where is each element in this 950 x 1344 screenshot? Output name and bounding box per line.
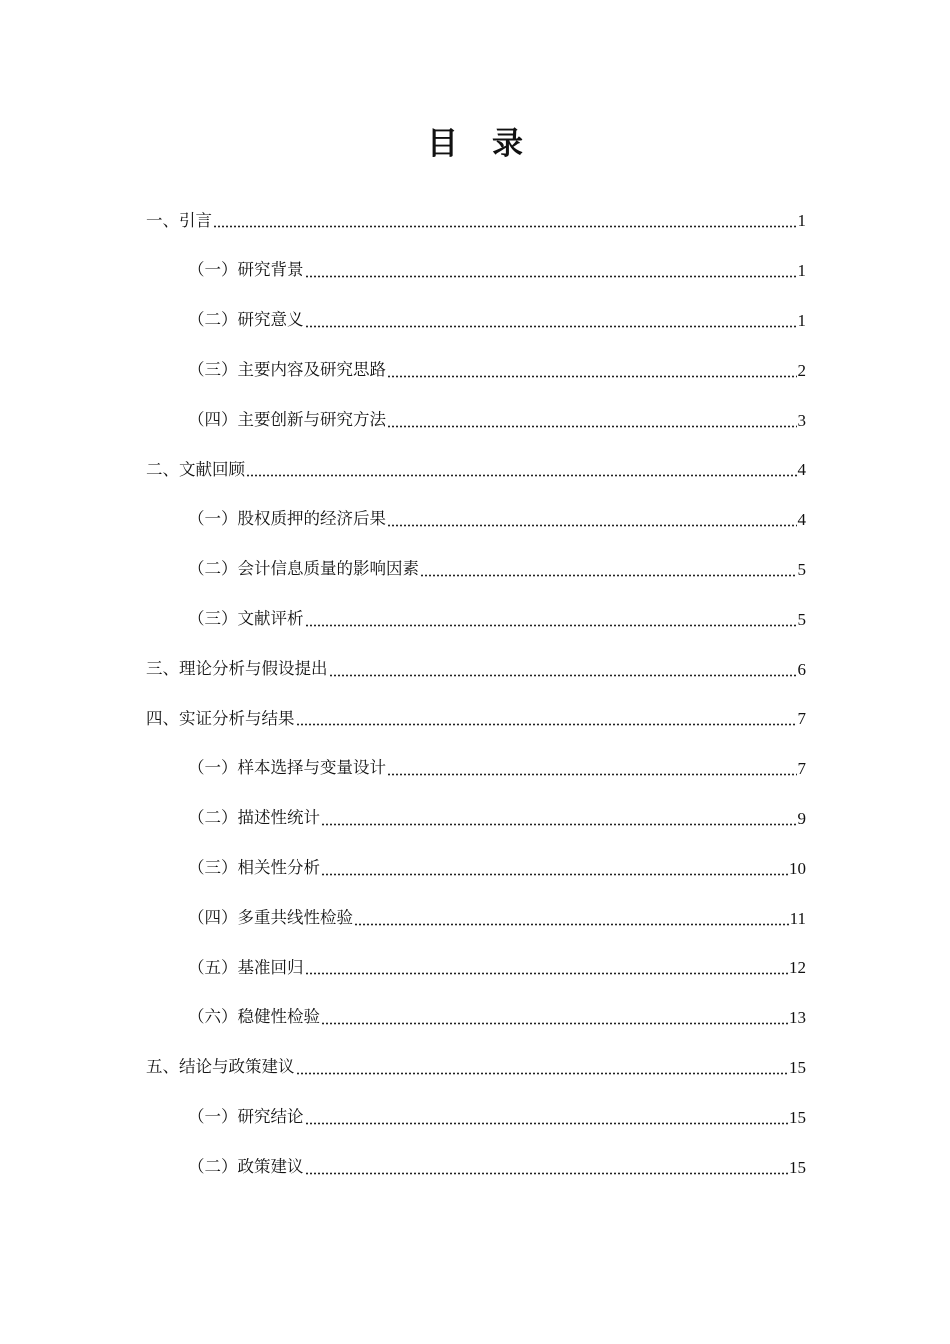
toc-entry-section[interactable]: [146, 1092, 806, 1142]
toc-entry-label: 一、引言: [146, 210, 212, 230]
toc-dot-leader: [213, 213, 797, 230]
toc-entry-page-number: 3: [797, 410, 806, 430]
toc-entry-section[interactable]: [146, 594, 806, 644]
toc-entry-label: 二、文献回顾: [146, 459, 245, 479]
toc-dot-leader: [305, 1109, 789, 1126]
toc-entry-section[interactable]: [146, 345, 806, 395]
toc-entry-label: （五）基准回归: [188, 957, 304, 977]
toc-entry-page-number: 5: [797, 559, 806, 579]
toc-entry-section[interactable]: [146, 495, 806, 545]
toc-entry-label: （二）政策建议: [188, 1156, 304, 1176]
toc-dot-leader: [321, 810, 797, 827]
toc-entry-label: （一）研究结论: [188, 1106, 304, 1126]
toc-entry-section[interactable]: [146, 744, 806, 794]
toc-dot-leader: [387, 362, 797, 379]
toc-entry-label: （二）会计信息质量的影响因素: [188, 559, 419, 579]
toc-entry-label: （一）研究背景: [188, 260, 304, 280]
toc-entry-label: （二）描述性统计: [188, 808, 320, 828]
toc-dot-leader: [246, 462, 797, 479]
toc-entry-page-number: 1: [797, 211, 806, 231]
toc-dot-leader: [305, 312, 797, 329]
toc-dot-leader: [296, 711, 797, 728]
toc-entry-section[interactable]: [146, 943, 806, 993]
toc-entry-page-number: 6: [797, 659, 806, 679]
toc-dot-leader: [305, 960, 789, 977]
toc-entry-label: （一）样本选择与变量设计: [188, 758, 386, 778]
toc-entry-chapter[interactable]: [146, 1043, 806, 1093]
toc-entry-section[interactable]: [146, 843, 806, 893]
toc-entry-label: （三）文献评析: [188, 609, 304, 629]
toc-entry-page-number: 4: [797, 510, 806, 530]
toc-dot-leader: [329, 661, 797, 678]
toc-dot-leader: [305, 1159, 789, 1176]
toc-entry-page-number: 9: [797, 808, 806, 828]
toc-entry-page-number: 4: [797, 460, 806, 480]
toc-entry-page-number: 1: [797, 310, 806, 330]
toc-dot-leader: [296, 1059, 789, 1076]
toc-entry-section[interactable]: [146, 246, 806, 296]
toc-entry-section[interactable]: [146, 893, 806, 943]
toc-dot-leader: [387, 760, 797, 777]
toc-dot-leader: [387, 412, 797, 429]
toc-entry-label: 五、结论与政策建议: [146, 1057, 295, 1077]
toc-entry-label: （四）多重共线性检验: [188, 907, 353, 927]
toc-entry-page-number: 13: [789, 1008, 806, 1028]
toc-dot-leader: [321, 860, 788, 877]
toc-entry-chapter[interactable]: [146, 644, 806, 694]
toc-list: [146, 196, 806, 1192]
toc-entry-page-number: 10: [789, 858, 806, 878]
toc-entry-label: （三）主要内容及研究思路: [188, 360, 386, 380]
toc-entry-section[interactable]: [146, 545, 806, 595]
toc-entry-chapter[interactable]: [146, 196, 806, 246]
toc-entry-section[interactable]: [146, 993, 806, 1043]
toc-entry-chapter[interactable]: [146, 445, 806, 495]
toc-title-char-1: 目: [427, 126, 458, 162]
toc-entry-label: 四、实证分析与结果: [146, 708, 295, 728]
toc-entry-page-number: 2: [797, 360, 806, 380]
toc-dot-leader: [387, 511, 797, 528]
toc-entry-label: （一）股权质押的经济后果: [188, 509, 386, 529]
toc-entry-section[interactable]: [146, 1142, 806, 1192]
toc-entry-page-number: 15: [789, 1057, 806, 1077]
toc-entry-page-number: 5: [797, 609, 806, 629]
toc-dot-leader: [321, 1009, 788, 1026]
toc-title-char-2: 录: [492, 126, 523, 162]
toc-entry-page-number: 15: [789, 1107, 806, 1127]
toc-dot-leader: [305, 611, 797, 628]
toc-entry-section[interactable]: [146, 296, 806, 346]
toc-entry-label: （四）主要创新与研究方法: [188, 409, 386, 429]
toc-entry-section[interactable]: [146, 395, 806, 445]
toc-entry-label: （六）稳健性检验: [188, 1007, 320, 1027]
toc-entry-page-number: 11: [789, 908, 806, 928]
toc-entry-label: （三）相关性分析: [188, 858, 320, 877]
toc-dot-leader: [305, 262, 797, 279]
toc-dot-leader: [420, 561, 797, 578]
toc-entry-page-number: 7: [797, 759, 806, 779]
toc-entry-chapter[interactable]: [146, 694, 806, 744]
toc-entry-section[interactable]: [146, 794, 806, 844]
toc-entry-page-number: 1: [797, 261, 806, 281]
toc-entry-label: （二）研究意义: [188, 310, 304, 330]
toc-entry-label: 三、理论分析与假设提出: [146, 658, 328, 678]
toc-title: [0, 118, 950, 163]
toc-entry-page-number: 15: [789, 1157, 806, 1177]
toc-entry-page-number: 12: [789, 958, 806, 978]
toc-dot-leader: [354, 910, 789, 927]
toc-entry-page-number: 7: [797, 709, 806, 729]
